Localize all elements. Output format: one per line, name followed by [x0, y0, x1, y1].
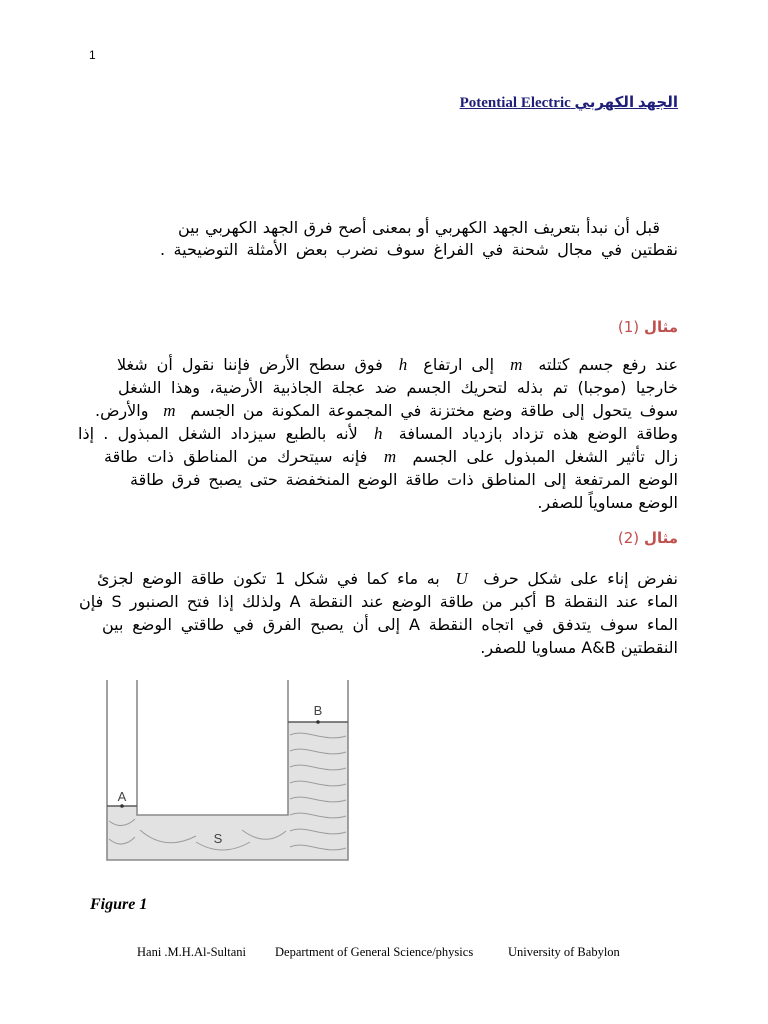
tap-s-label: S [213, 831, 223, 846]
paragraph-line [78, 422, 678, 445]
u-tube-figure [100, 672, 356, 868]
line-text: الوضع مساوياً للصفر. [537, 493, 678, 512]
paragraph-line [104, 445, 678, 468]
line-text: النقطتين A&B مساويا للصفر. [480, 638, 678, 657]
point-a-label: A [117, 789, 127, 804]
line-text: نفرض إناء على شكل حرف [474, 569, 678, 588]
line-text: وطاقة الوضع هذه تزداد بازدياد المسافة [389, 424, 678, 443]
paragraph-line [160, 239, 678, 261]
variable-m: m [163, 401, 176, 420]
paragraph-line [117, 353, 678, 376]
page-title: الجهد الكهربي Potential Electric [459, 95, 678, 111]
intro-paragraph [58, 217, 678, 261]
line-text: إلى ارتفاع [414, 355, 504, 374]
container-inner-wall [137, 680, 288, 815]
example-2-paragraph [58, 567, 678, 659]
example-1-paragraph [58, 353, 678, 514]
example-1-heading [618, 316, 678, 338]
variable-h: h [374, 424, 383, 443]
paragraph-line [95, 399, 678, 422]
line-text: عند رفع جسم كتلته [529, 355, 678, 374]
variable-m: m [383, 447, 397, 466]
paragraph-line [79, 590, 678, 613]
footer-author: Hani .M.H.Al-Sultani [137, 945, 247, 959]
paragraph-line [97, 567, 678, 590]
paragraph-line [130, 468, 678, 491]
variable-u: U [455, 569, 468, 588]
line-text: فإنه سيتحرك من المناطق ذات طاقة [104, 447, 377, 466]
line-text: الوضع المرتفعة إلى المناطق ذات طاقة الوضع المنخفضة حتى يصبح فرق طاقة [130, 470, 678, 489]
variable-h: h [398, 355, 408, 374]
point-a-marker [120, 804, 124, 808]
paragraph-line [102, 613, 678, 636]
footer-department: Department of General Science/physics [275, 945, 474, 959]
paragraph-line [178, 217, 660, 239]
line-text: الماء سوف يتدفق في اتجاه النقطة A إلى أن يصبح الفرق في طاقتي الوضع بين [101, 615, 678, 634]
line-text: به ماء كما في شكل 1 تكون طاقة الوضع لجزئ [96, 569, 449, 588]
line-text: زال تأثير الشغل المبذول على الجسم [403, 447, 678, 466]
point-b-label: B [313, 703, 323, 718]
paragraph-line [58, 636, 678, 659]
figure-caption: Figure 1 [90, 896, 148, 913]
example-heading-number: (1) [617, 318, 640, 336]
line-text: قبل أن نبدأ بتعريف الجهد الكهربي أو بمعنى أصح فرق الجهد الكهربي بين [178, 218, 660, 237]
example-heading-word: مثال [643, 318, 678, 336]
page-number: 1 [89, 48, 96, 62]
line-text: لأنه بالطبع سيزداد الشغل المبذول . إذا [78, 424, 367, 443]
line-text: خارجيا (موجبا) تم بذله لتحريك الجسم ضد عجلة الجاذبية الأرضية، وهذا الشغل [118, 378, 678, 397]
paragraph-line [58, 491, 678, 514]
line-text: والأرض. [95, 401, 157, 420]
line-text: نقطتين في مجال شحنة في الفراغ سوف نضرب بعض الأمثلة التوضيحية . [160, 240, 678, 259]
example-heading-number: (2) [617, 529, 640, 547]
variable-m: m [510, 355, 523, 374]
water-fill [107, 722, 348, 860]
line-text: سوف يتحول إلى طاقة وضع مختزنة في المجموعة المكونة من الجسم [182, 401, 678, 420]
paragraph-line [118, 376, 678, 399]
example-heading-word: مثال [643, 529, 678, 547]
point-b-marker [316, 720, 320, 724]
example-2-heading [618, 527, 678, 549]
line-text: الماء عند النقطة B أكبر من طاقة الوضع عند النقطة A ولذلك إذا فتح الصنبور S فإن [78, 592, 678, 611]
line-text: فوق سطح الأرض فإننا نقول أن شغلا [117, 355, 392, 374]
footer-university: University of Babylon [508, 945, 620, 959]
